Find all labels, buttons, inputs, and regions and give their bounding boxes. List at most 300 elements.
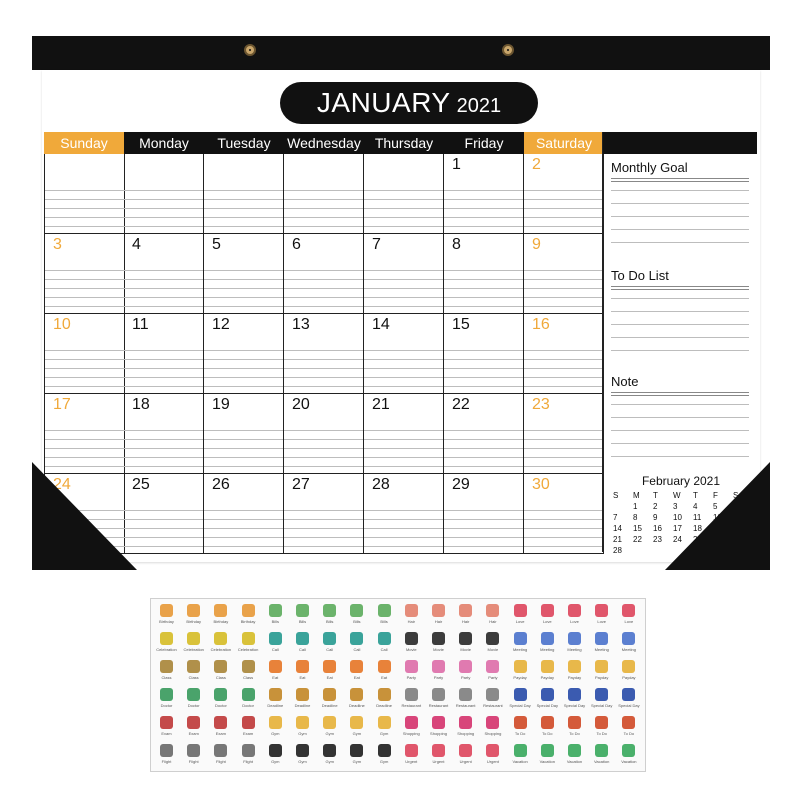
sticker-icon bbox=[350, 604, 363, 617]
sticker-label: Shopping bbox=[430, 731, 447, 736]
sticker bbox=[480, 686, 505, 712]
day-cell bbox=[284, 314, 364, 394]
mini-day-number: 9 bbox=[653, 513, 658, 522]
sticker-label: Birthday bbox=[240, 619, 256, 624]
sticker-sheet bbox=[150, 598, 646, 772]
day-cell bbox=[524, 314, 604, 394]
sticker bbox=[399, 742, 424, 768]
sticker-icon bbox=[541, 688, 554, 701]
sticker-label: Class bbox=[188, 675, 199, 680]
sticker-icon bbox=[187, 716, 200, 729]
sticker bbox=[453, 742, 478, 768]
sticker-label: To Do bbox=[623, 731, 635, 736]
sticker-label: Love bbox=[570, 619, 579, 624]
sticker bbox=[589, 658, 614, 684]
day-cell bbox=[124, 154, 204, 234]
sticker bbox=[181, 630, 206, 656]
sticker bbox=[480, 742, 505, 768]
sticker-label: Hair bbox=[462, 619, 470, 624]
desk-calendar bbox=[32, 36, 770, 570]
sticker-label: Exam bbox=[161, 731, 172, 736]
sticker-label: Deadline bbox=[294, 703, 311, 708]
mini-day-number: 4 bbox=[693, 502, 698, 511]
mini-day-number: 7 bbox=[613, 513, 618, 522]
sticker bbox=[317, 602, 342, 628]
sticker-label: Exam bbox=[215, 731, 226, 736]
sticker-icon bbox=[459, 716, 472, 729]
sticker-icon bbox=[242, 744, 255, 757]
sticker-label: Hair bbox=[434, 619, 443, 624]
sticker-icon bbox=[405, 632, 418, 645]
sticker-icon bbox=[296, 688, 309, 701]
sticker-label: Urgent bbox=[459, 759, 472, 764]
sticker-icon bbox=[269, 744, 282, 757]
day-cell bbox=[284, 394, 364, 474]
day-cell bbox=[284, 474, 364, 554]
day-number: 7 bbox=[372, 236, 384, 254]
day-cell bbox=[444, 154, 524, 234]
sticker-label: Party bbox=[433, 675, 444, 680]
sticker bbox=[399, 658, 424, 684]
mini-day-number: 14 bbox=[613, 524, 622, 533]
sticker-icon bbox=[486, 604, 499, 617]
sticker-label: Movie bbox=[460, 647, 472, 652]
sticker-label: Restaurant bbox=[428, 703, 449, 708]
day-number: 27 bbox=[292, 476, 313, 494]
mini-weekday: W bbox=[673, 491, 681, 500]
sticker-icon bbox=[160, 688, 173, 701]
sticker-label: Meeting bbox=[594, 647, 609, 652]
sticker-icon bbox=[432, 604, 445, 617]
sticker-label: Love bbox=[542, 619, 552, 624]
sticker bbox=[562, 602, 587, 628]
sticker-label: Party bbox=[461, 675, 471, 680]
sticker-label: Payday bbox=[595, 675, 609, 680]
sticker-label: Special Day bbox=[618, 703, 640, 708]
sticker bbox=[236, 602, 261, 628]
sticker-icon bbox=[160, 744, 173, 757]
mini-day-number: 22 bbox=[633, 535, 642, 544]
sticker-icon bbox=[432, 716, 445, 729]
sticker-icon bbox=[350, 660, 363, 673]
sticker-label: Bills bbox=[380, 619, 388, 624]
sticker-icon bbox=[568, 688, 581, 701]
sticker-icon bbox=[459, 632, 472, 645]
monthly-goal-label: Monthly Goal bbox=[611, 160, 688, 175]
sticker-label: Vacation bbox=[512, 759, 528, 764]
sticker-label: Call bbox=[271, 647, 279, 652]
sticker bbox=[154, 658, 179, 684]
sticker-label: Payday bbox=[540, 675, 554, 680]
sticker-icon bbox=[622, 660, 635, 673]
sticker bbox=[263, 714, 288, 740]
sticker-label: Special Day bbox=[536, 703, 558, 708]
sticker-icon bbox=[541, 632, 554, 645]
sticker-label: Restaurant bbox=[483, 703, 503, 708]
sticker bbox=[344, 714, 369, 740]
sticker-label: Eat bbox=[353, 675, 360, 680]
day-cell bbox=[444, 394, 524, 474]
sticker-label: Doctor bbox=[242, 703, 254, 708]
sticker bbox=[317, 630, 342, 656]
sticker bbox=[453, 602, 478, 628]
day-number: 10 bbox=[53, 316, 74, 334]
sticker bbox=[181, 686, 206, 712]
day-cell bbox=[364, 234, 444, 314]
sticker-label: Vacation bbox=[621, 759, 637, 764]
sticker-icon bbox=[622, 632, 635, 645]
sticker-icon bbox=[541, 604, 554, 617]
sticker-label: Doctor bbox=[187, 703, 200, 708]
mini-day-number: 12 bbox=[713, 513, 722, 522]
sticker-label: Gym bbox=[271, 759, 280, 764]
sticker-icon bbox=[432, 632, 445, 645]
sticker-label: Restaurant bbox=[401, 703, 422, 708]
sticker-icon bbox=[568, 716, 581, 729]
day-number: 1 bbox=[452, 156, 464, 174]
sticker bbox=[344, 602, 369, 628]
sticker bbox=[426, 714, 451, 740]
day-number: 12 bbox=[212, 316, 233, 334]
sticker bbox=[399, 602, 424, 628]
sticker-icon bbox=[242, 688, 255, 701]
sticker-label: Celebration bbox=[183, 647, 204, 652]
sticker bbox=[426, 742, 451, 768]
sticker-label: Flight bbox=[188, 759, 199, 764]
mini-day-number: 17 bbox=[673, 524, 682, 533]
sticker bbox=[399, 630, 424, 656]
sticker bbox=[453, 714, 478, 740]
sticker-icon bbox=[160, 604, 173, 617]
sticker-label: Urgent bbox=[432, 759, 445, 764]
sticker-label: Deadline bbox=[376, 703, 392, 708]
sticker bbox=[372, 742, 397, 768]
sticker bbox=[616, 742, 641, 768]
sticker-icon bbox=[486, 716, 499, 729]
sticker-icon bbox=[214, 716, 227, 729]
sticker bbox=[344, 658, 369, 684]
sticker-icon bbox=[269, 716, 282, 729]
mini-day-number bbox=[631, 545, 651, 556]
sticker-icon bbox=[405, 716, 418, 729]
sticker bbox=[372, 630, 397, 656]
sticker-label: Eat bbox=[272, 675, 279, 680]
sticker-label: Shopping bbox=[402, 731, 420, 736]
sticker-icon bbox=[323, 688, 336, 701]
weekday-header-monday: Monday bbox=[124, 132, 204, 154]
day-cell bbox=[524, 234, 604, 314]
day-cell bbox=[444, 474, 524, 554]
day-number: 9 bbox=[532, 236, 544, 254]
sticker-icon bbox=[432, 688, 445, 701]
sticker bbox=[317, 658, 342, 684]
sticker bbox=[508, 630, 533, 656]
sticker-icon bbox=[242, 632, 255, 645]
sticker bbox=[372, 686, 397, 712]
sticker-icon bbox=[622, 716, 635, 729]
sticker-label: Gym bbox=[298, 731, 307, 736]
mini-day-number: 23 bbox=[653, 535, 662, 544]
mini-weekday: T bbox=[693, 491, 698, 500]
sticker-icon bbox=[459, 660, 472, 673]
sticker-icon bbox=[214, 604, 227, 617]
sticker-icon bbox=[187, 660, 200, 673]
sticker bbox=[508, 658, 533, 684]
sticker-icon bbox=[187, 744, 200, 757]
sticker-label: Party bbox=[488, 675, 498, 680]
corner-holder-left bbox=[32, 462, 137, 570]
sticker bbox=[208, 602, 233, 628]
sticker-label: Special Day bbox=[591, 703, 613, 708]
sticker bbox=[589, 602, 614, 628]
sticker-label: Eat bbox=[326, 675, 333, 680]
day-number: 16 bbox=[532, 316, 553, 334]
sticker-icon bbox=[378, 660, 391, 673]
sticker-icon bbox=[350, 744, 363, 757]
sticker-icon bbox=[432, 660, 445, 673]
sticker-label: Special Day bbox=[509, 703, 531, 708]
sticker bbox=[426, 658, 451, 684]
sticker-icon bbox=[568, 744, 581, 757]
sticker bbox=[344, 630, 369, 656]
day-number: 18 bbox=[132, 396, 153, 414]
day-cell bbox=[284, 234, 364, 314]
day-cell bbox=[204, 474, 284, 554]
sticker-icon bbox=[405, 660, 418, 673]
day-cell bbox=[444, 234, 524, 314]
sticker-label: Eat bbox=[299, 675, 306, 680]
sticker-icon bbox=[405, 604, 418, 617]
sticker bbox=[589, 714, 614, 740]
sticker-label: Exam bbox=[188, 731, 199, 736]
sticker bbox=[154, 686, 179, 712]
day-cell bbox=[204, 234, 284, 314]
sticker bbox=[344, 742, 369, 768]
day-cell bbox=[444, 314, 524, 394]
day-cell bbox=[524, 394, 604, 474]
sticker-label: Birthday bbox=[159, 619, 174, 624]
day-number: 24 bbox=[53, 476, 74, 494]
sticker bbox=[616, 602, 641, 628]
sticker bbox=[208, 714, 233, 740]
sticker-icon bbox=[486, 688, 499, 701]
mini-weekday: T bbox=[653, 491, 658, 500]
sticker bbox=[372, 602, 397, 628]
sticker-icon bbox=[568, 604, 581, 617]
sticker-label: Gym bbox=[325, 731, 334, 736]
day-number: 23 bbox=[532, 396, 553, 414]
sticker bbox=[589, 742, 614, 768]
sticker bbox=[426, 602, 451, 628]
sticker bbox=[208, 658, 233, 684]
sticker-icon bbox=[378, 604, 391, 617]
binding-strip bbox=[32, 36, 770, 70]
sticker-icon bbox=[486, 744, 499, 757]
day-cell bbox=[204, 314, 284, 394]
sticker-label: Flight bbox=[161, 759, 172, 764]
day-number: 19 bbox=[212, 396, 233, 414]
day-cell bbox=[44, 154, 125, 234]
sticker bbox=[589, 686, 614, 712]
sticker bbox=[616, 630, 641, 656]
day-number: 28 bbox=[372, 476, 393, 494]
sticker-icon bbox=[160, 716, 173, 729]
sticker-icon bbox=[459, 688, 472, 701]
sticker-label: Movie bbox=[433, 647, 444, 652]
grommet-icon bbox=[244, 44, 256, 56]
day-number: 17 bbox=[53, 396, 74, 414]
mini-day-number: 3 bbox=[673, 502, 678, 511]
sticker-icon bbox=[595, 688, 608, 701]
sticker-label: Hair bbox=[489, 619, 497, 624]
sticker-icon bbox=[541, 744, 554, 757]
sticker-icon bbox=[269, 688, 282, 701]
sticker-icon bbox=[323, 660, 336, 673]
grommet-icon bbox=[502, 44, 514, 56]
sticker bbox=[154, 602, 179, 628]
sticker bbox=[562, 742, 587, 768]
mini-day-number: 16 bbox=[653, 524, 662, 533]
sticker-label: Gym bbox=[352, 759, 362, 764]
sticker-label: Hair bbox=[407, 619, 415, 624]
day-number: 26 bbox=[212, 476, 233, 494]
sticker-label: Birthday bbox=[213, 619, 229, 624]
day-cell bbox=[524, 154, 604, 234]
sticker bbox=[317, 686, 342, 712]
mini-calendar-title: February 2021 bbox=[641, 474, 721, 488]
sticker-label: Meeting bbox=[512, 647, 528, 652]
sticker bbox=[154, 742, 179, 768]
sticker-icon bbox=[595, 660, 608, 673]
sticker-icon bbox=[541, 716, 554, 729]
sticker-icon bbox=[514, 660, 527, 673]
sticker-label: Eat bbox=[381, 675, 388, 680]
sticker-icon bbox=[187, 688, 200, 701]
sticker bbox=[208, 686, 233, 712]
mini-day-number: 8 bbox=[633, 513, 638, 522]
sticker-icon bbox=[514, 716, 527, 729]
sticker bbox=[426, 630, 451, 656]
sticker bbox=[562, 686, 587, 712]
sticker-label: Gym bbox=[325, 759, 334, 764]
sticker bbox=[399, 686, 424, 712]
sticker-label: Class bbox=[243, 675, 254, 680]
sticker-icon bbox=[595, 716, 608, 729]
sticker-label: Payday bbox=[567, 675, 582, 680]
mini-day-number: 26 bbox=[713, 535, 722, 544]
sticker bbox=[562, 714, 587, 740]
sticker bbox=[480, 714, 505, 740]
month-title bbox=[280, 82, 538, 124]
month-name: JANUARY bbox=[316, 87, 451, 118]
sticker-icon bbox=[242, 660, 255, 673]
sticker-label: Urgent bbox=[486, 759, 499, 764]
sticker-label: Bills bbox=[353, 619, 361, 624]
sticker-icon bbox=[378, 716, 391, 729]
sticker bbox=[290, 602, 315, 628]
mini-day-number: 18 bbox=[693, 524, 702, 533]
day-number: 15 bbox=[452, 316, 473, 334]
sticker-icon bbox=[214, 660, 227, 673]
sticker-label: Gym bbox=[352, 731, 362, 736]
sticker bbox=[616, 686, 641, 712]
sticker-label: Flight bbox=[243, 759, 253, 764]
todo-label: To Do List bbox=[611, 268, 669, 283]
sticker bbox=[181, 658, 206, 684]
weekday-header-thursday: Thursday bbox=[364, 132, 444, 154]
sticker bbox=[426, 686, 451, 712]
sticker-icon bbox=[486, 632, 499, 645]
sticker-icon bbox=[622, 604, 635, 617]
day-number: 2 bbox=[532, 156, 544, 174]
side-panel-header bbox=[603, 132, 757, 154]
sticker-label: Bills bbox=[271, 619, 279, 624]
sticker bbox=[236, 686, 261, 712]
sticker-label: Doctor bbox=[160, 703, 173, 708]
sticker-icon bbox=[622, 688, 635, 701]
day-cell bbox=[364, 474, 444, 554]
day-cell bbox=[204, 154, 284, 234]
sticker-label: Bills bbox=[298, 619, 307, 624]
sticker bbox=[562, 630, 587, 656]
sticker bbox=[236, 630, 261, 656]
sticker-icon bbox=[350, 688, 363, 701]
sticker bbox=[508, 714, 533, 740]
sticker-icon bbox=[296, 604, 309, 617]
sticker-icon bbox=[595, 604, 608, 617]
sticker-label: Shopping bbox=[484, 731, 502, 736]
sticker-icon bbox=[296, 632, 309, 645]
sticker-label: Shopping bbox=[457, 731, 475, 736]
monthly-goal-lines bbox=[611, 178, 749, 254]
sticker-icon bbox=[595, 744, 608, 757]
day-number: 3 bbox=[53, 236, 65, 254]
weekday-header-wednesday: Wednesday bbox=[284, 132, 364, 154]
sticker bbox=[535, 602, 560, 628]
day-cell bbox=[364, 154, 444, 234]
mini-day-number: 20 bbox=[733, 524, 742, 533]
day-number: 30 bbox=[532, 476, 553, 494]
mini-day-number bbox=[611, 501, 631, 512]
mini-weekday: F bbox=[713, 491, 718, 500]
sticker bbox=[236, 742, 261, 768]
sticker-icon bbox=[323, 744, 336, 757]
sticker-icon bbox=[323, 604, 336, 617]
mini-day-number: 6 bbox=[733, 502, 738, 511]
sticker bbox=[535, 630, 560, 656]
sticker bbox=[154, 714, 179, 740]
sticker bbox=[508, 742, 533, 768]
sticker-label: Class bbox=[215, 675, 226, 680]
sticker-icon bbox=[405, 744, 418, 757]
day-number: 8 bbox=[452, 236, 464, 254]
sticker bbox=[290, 714, 315, 740]
day-number: 6 bbox=[292, 236, 304, 254]
mini-day-number: 2 bbox=[653, 502, 658, 511]
weekday-header-saturday: Saturday bbox=[524, 132, 604, 154]
sticker-label: Call bbox=[380, 647, 388, 652]
sticker-icon bbox=[595, 632, 608, 645]
corner-holder-right bbox=[665, 462, 770, 570]
sticker-label: Deadline bbox=[321, 703, 338, 708]
sticker bbox=[181, 602, 206, 628]
sticker-icon bbox=[459, 604, 472, 617]
sticker-icon bbox=[242, 604, 255, 617]
day-number: 13 bbox=[292, 316, 313, 334]
sticker-label: Exam bbox=[242, 731, 254, 736]
sticker bbox=[263, 658, 288, 684]
day-number: 14 bbox=[372, 316, 393, 334]
